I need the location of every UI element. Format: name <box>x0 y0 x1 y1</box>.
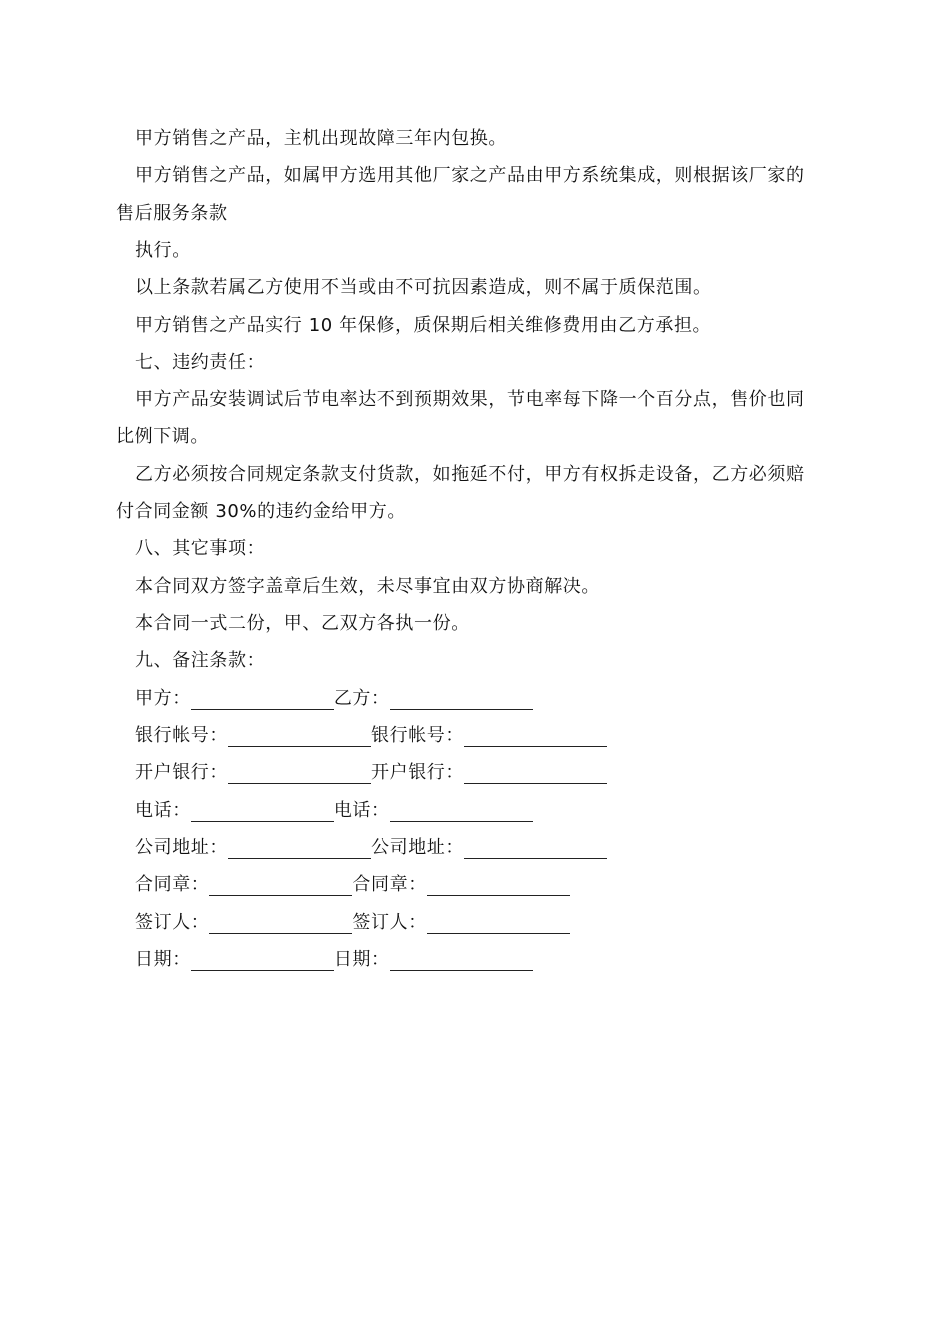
date-a-label: 日期： <box>135 949 191 970</box>
section-heading-remarks: 九、备注条款： <box>135 650 266 671</box>
form-row-signer <box>135 904 570 941</box>
form-row-seal <box>135 866 570 903</box>
paragraph-payment-line1: 乙方必须按合同规定条款支付货款，如拖延不付，甲方有权拆走设备，乙方必须赔 <box>135 464 805 485</box>
form-row-date <box>135 941 533 978</box>
party-b-label: 乙方： <box>333 688 390 709</box>
paragraph-payment-line2: 付合同金额 30%的违约金给甲方。 <box>116 501 406 522</box>
phone-b-label: 电话： <box>333 800 390 821</box>
phone-a-label: 电话： <box>135 800 191 821</box>
signer-b-field[interactable] <box>427 909 570 934</box>
party-b-field[interactable] <box>390 685 533 710</box>
phone-b-field[interactable] <box>390 797 533 822</box>
address-a-field[interactable] <box>228 834 371 859</box>
seal-b-field[interactable] <box>427 871 570 896</box>
address-b-field[interactable] <box>464 834 607 859</box>
paragraph-exclusion: 以上条款若属乙方使用不当或由不可抗因素造成，则不属于质保范围。 <box>135 277 712 298</box>
paragraph-third-party-line2: 售后服务条款 <box>116 203 228 224</box>
date-a-field[interactable] <box>191 946 334 971</box>
seal-a-label: 合同章： <box>135 874 210 895</box>
paragraph-savings-line2: 比例下调。 <box>116 426 209 447</box>
signer-a-field[interactable] <box>209 909 352 934</box>
seal-a-field[interactable] <box>209 871 352 896</box>
form-row-phone <box>135 792 533 829</box>
paragraph-savings-line1: 甲方产品安装调试后节电率达不到预期效果，节电率每下降一个百分点，售价也同 <box>135 389 805 410</box>
paragraph-ten-year-warranty: 甲方销售之产品实行 10 年保修，质保期后相关维修费用由乙方承担。 <box>135 315 712 336</box>
party-a-field[interactable] <box>191 685 334 710</box>
form-row-party <box>135 680 533 717</box>
party-a-label: 甲方： <box>135 688 191 709</box>
paragraph-copies: 本合同一式二份，甲、乙双方各执一份。 <box>135 613 470 634</box>
form-row-account <box>135 717 607 754</box>
paragraph-execute: 执行。 <box>135 240 191 261</box>
section-heading-other: 八、其它事项： <box>135 538 266 559</box>
section-heading-breach: 七、违约责任： <box>135 352 266 373</box>
address-b-label: 公司地址： <box>371 837 464 858</box>
form-row-bank <box>135 754 607 791</box>
paragraph-effective: 本合同双方签字盖章后生效，未尽事宜由双方协商解决。 <box>135 576 600 597</box>
account-b-field[interactable] <box>464 722 607 747</box>
account-a-label: 银行帐号： <box>135 725 228 746</box>
date-b-label: 日期： <box>333 949 390 970</box>
bank-a-field[interactable] <box>228 759 371 784</box>
paragraph-warranty-replace: 甲方销售之产品，主机出现故障三年内包换。 <box>135 128 507 149</box>
bank-a-label: 开户银行： <box>135 762 228 783</box>
signer-b-label: 签订人： <box>352 912 427 933</box>
date-b-field[interactable] <box>390 946 533 971</box>
form-row-address <box>135 829 607 866</box>
phone-a-field[interactable] <box>191 797 334 822</box>
address-a-label: 公司地址： <box>135 837 228 858</box>
account-a-field[interactable] <box>228 722 371 747</box>
bank-b-label: 开户银行： <box>371 762 464 783</box>
account-b-label: 银行帐号： <box>371 725 464 746</box>
paragraph-third-party-line1: 甲方销售之产品，如属甲方选用其他厂家之产品由甲方系统集成，则根据该厂家的 <box>135 165 805 186</box>
bank-b-field[interactable] <box>464 759 607 784</box>
signer-a-label: 签订人： <box>135 912 210 933</box>
seal-b-label: 合同章： <box>352 874 427 895</box>
